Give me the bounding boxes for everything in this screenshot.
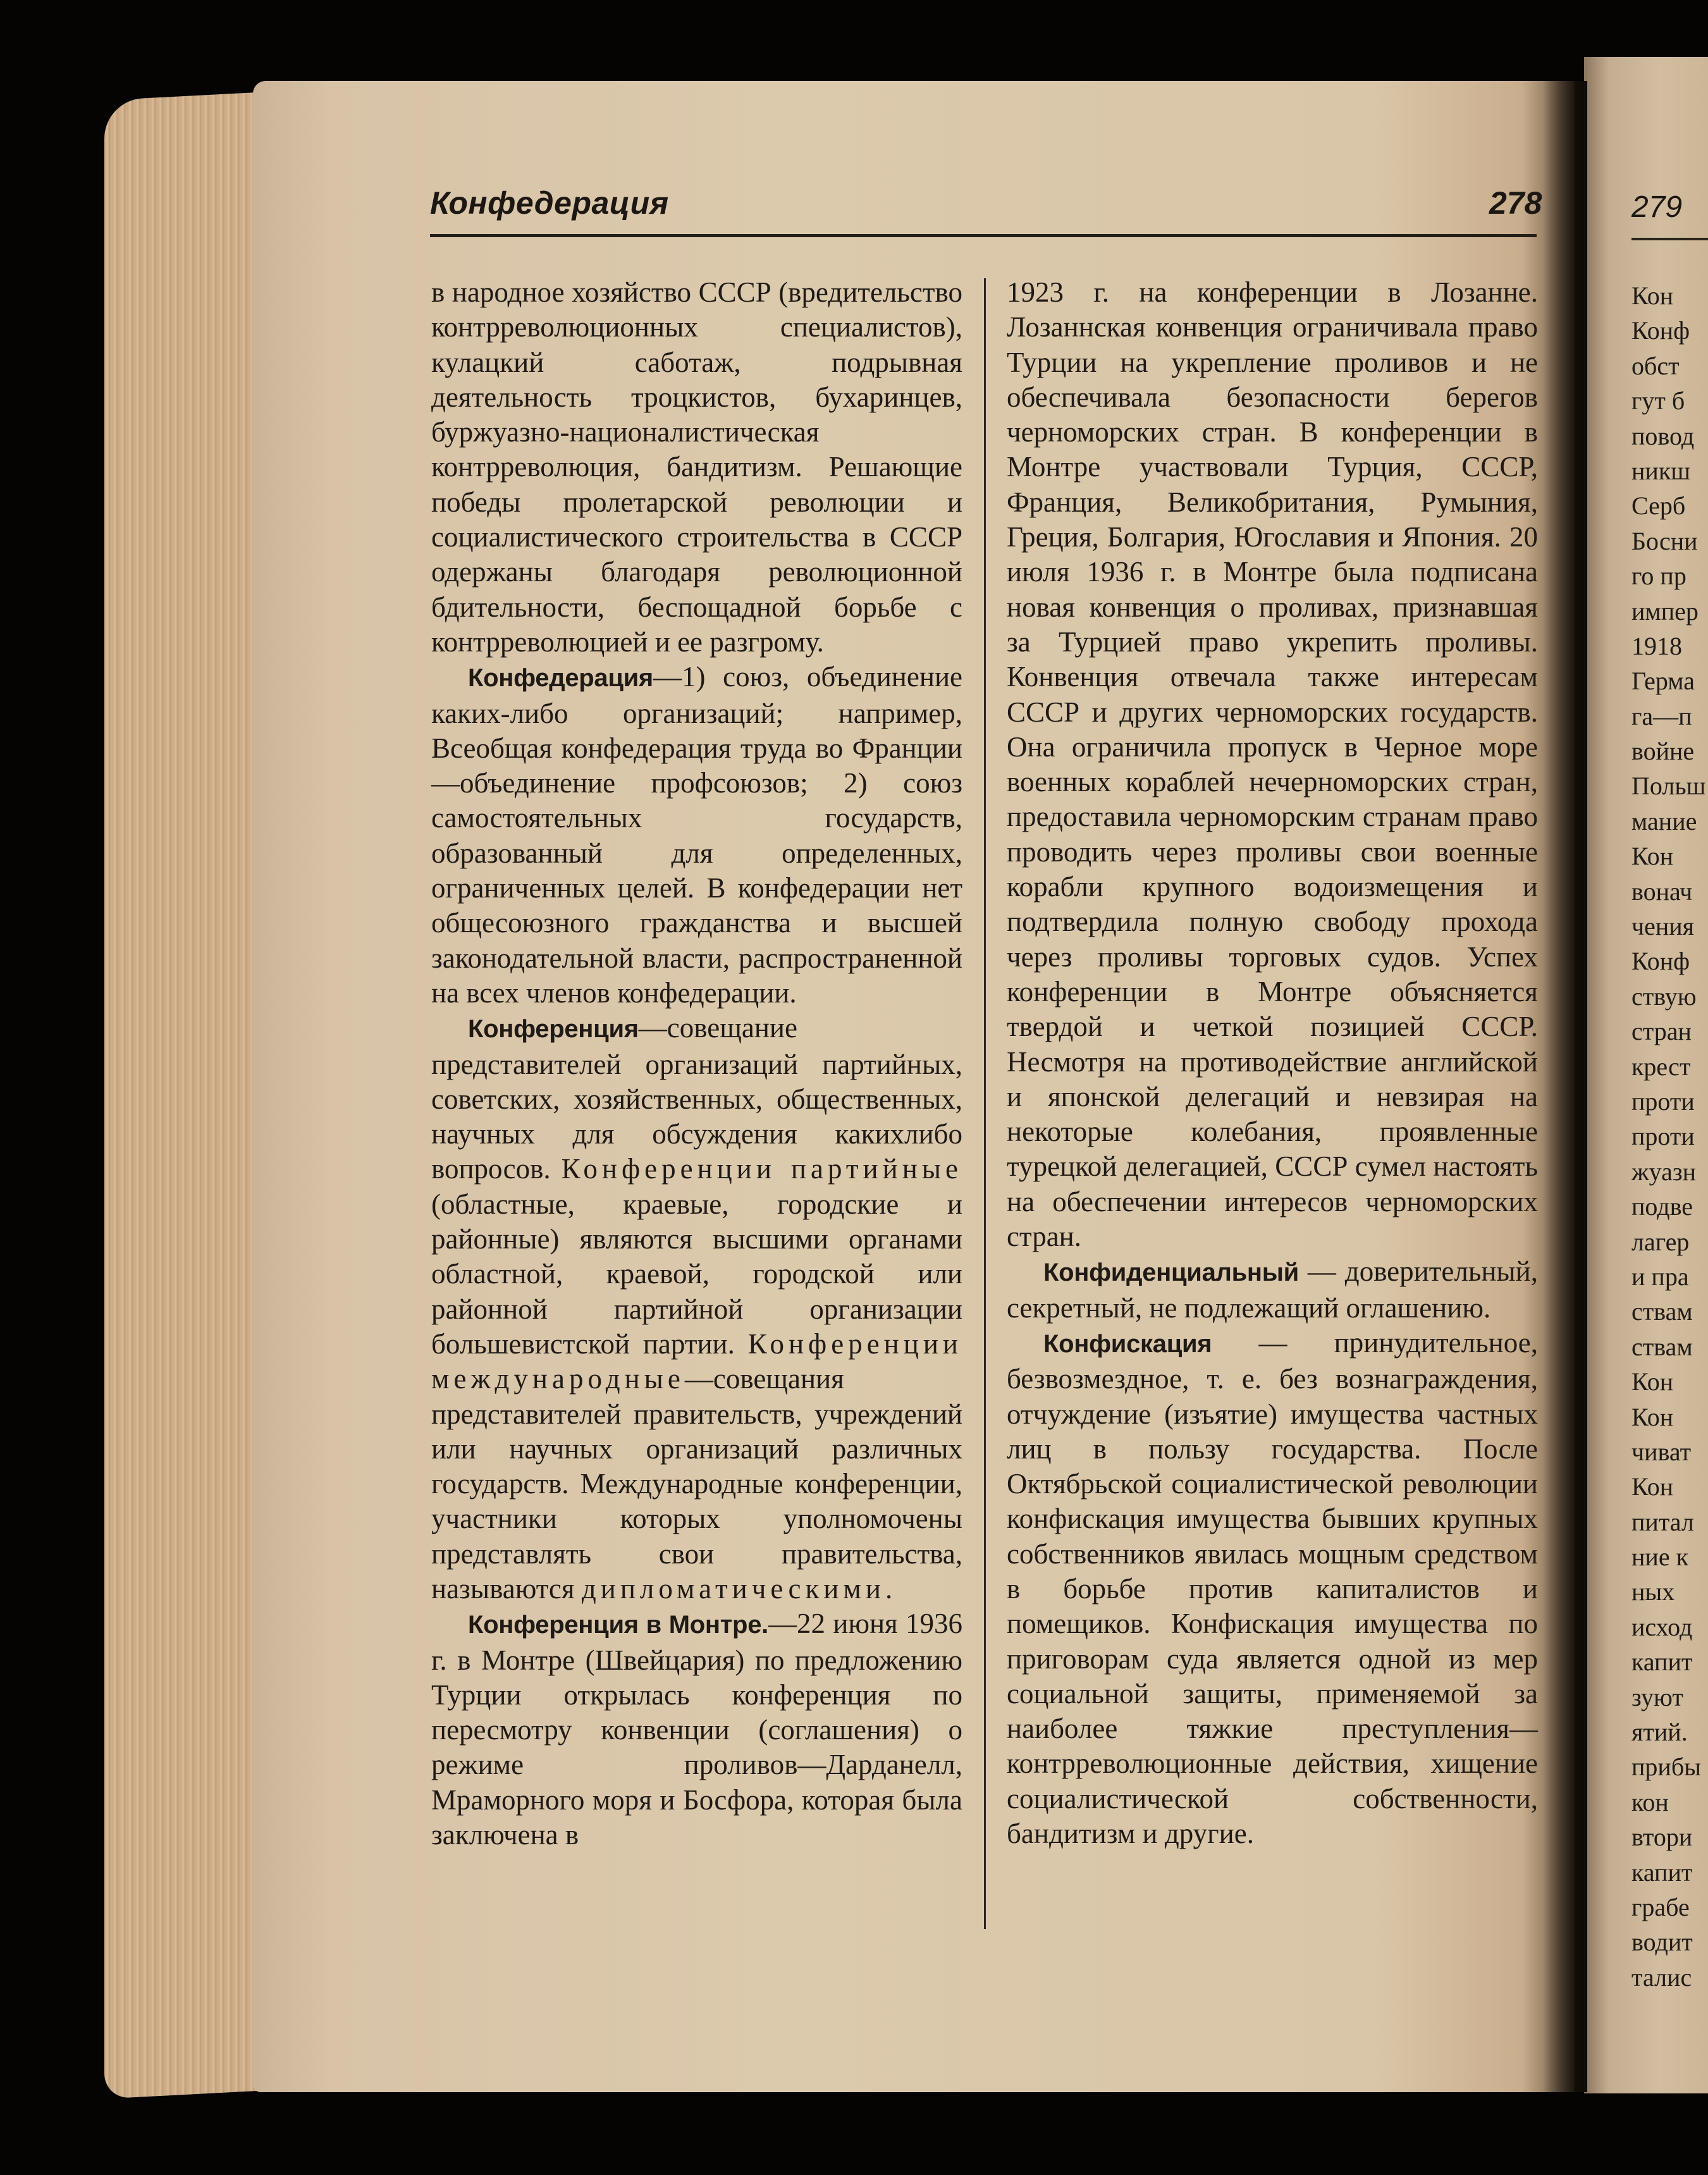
entry-text: — принудительное, безвозмездное, т. е. без вознаграждения, отчуждение (изъятие) имущества частных лиц в пользу государства. После Октябрьской социалистической революции конфискация имущества бывших крупных собственников явилась мощным средством в борьбе против капиталистов и помещиков. Конфискация имущества по приговорам суда является одной из мер социальной защиты, применяемой за наиболее тяжкие преступления—контрреволюционные действия, хищение социалистической собственности, бандитизм и другие.	[1007, 1326, 1538, 1850]
spaced-emphasis: Конференции международные	[431, 1328, 962, 1395]
next-page-line-fragment: втори	[1631, 1823, 1693, 1852]
next-page-line-fragment: грабе	[1631, 1892, 1690, 1921]
next-page-line-fragment: проти	[1631, 1122, 1695, 1151]
next-page-line-fragment: ствую	[1631, 982, 1697, 1011]
paragraph-continuation: 1923 г. на конференции в Лозанне. Лозаннская конвенция ограничивала право Турции на укрепление проливов и не обеспечивала безопасности берегов черноморских стран. В конференции в Монтре участвовали Турция, СССР, Франция, Великобритания, Румыния, Греция, Болгария, Югославия и Япония. 20 июля 1936 г. в Монтре была подписана новая конвенция о проливах, признавшая за Турцией право укрепить проливы. Конвенция отвечала также интересам СССР и других черноморских государств. Она ограничила пропуск в Черное море военных кораблей нечерноморских стран, предоставила черноморским странам право проводить через проливы свои военные корабли крупного водоизмещения и подтвердила полную свободу прохода через проливы торговых судов. Успех конференции в Монтре объясняется твердой и четкой позицией СССР. Несмотря на противодействие английской и японской делегаций и невзирая на некоторые колебания, проявленные турецкой делегацией, СССР сумел настоять на обеспечении интересов черноморских стран.	[1007, 276, 1538, 1253]
next-page-line-fragment: крест	[1631, 1052, 1691, 1081]
next-page-line-fragment: ние к	[1631, 1543, 1688, 1572]
entry-konferentsiya	[431, 1011, 962, 1606]
next-page-line-fragment: Кон	[1631, 842, 1674, 871]
next-page-line-fragment: Серб	[1631, 491, 1686, 521]
next-page-line-fragment: Кон	[1631, 1367, 1674, 1396]
next-page-line-fragment: Кон	[1631, 1402, 1674, 1431]
next-page-line-fragment: го пр	[1631, 562, 1686, 591]
running-head: Конфедерация	[430, 185, 669, 221]
next-page-column-fragment	[1631, 278, 1708, 1995]
next-page-line-fragment: чиват	[1631, 1437, 1692, 1466]
next-page-line-fragment: 1918	[1631, 631, 1682, 660]
header-rule	[430, 234, 1537, 237]
next-page-line-fragment: и пра	[1631, 1262, 1689, 1291]
next-page-line-fragment: гут б	[1631, 386, 1685, 416]
next-page-line-fragment: обст	[1631, 351, 1680, 380]
next-page-line-fragment: исход	[1631, 1612, 1693, 1641]
entry-term: Конфискация	[1043, 1329, 1212, 1358]
entry-konfiskatsiya	[1007, 1326, 1538, 1851]
next-page-line-fragment: ствам	[1631, 1332, 1693, 1361]
next-page-line-fragment: Польш	[1631, 772, 1706, 801]
entry-text: —1) союз, объединение каких-либо организаций; например, Всеобщая конфедерация труда во Франции—объединение профсоюзов; 2) союз самостоятельных государств, образованный для определенных, ограниченных целей. В конфедерации нет общесоюзного гражданства и высшей законодательной власти, распространенной на всех членов конфедерации.	[431, 661, 962, 1009]
next-page-line-fragment: питал	[1631, 1507, 1694, 1536]
entry-konferentsiya-v-montre	[431, 1606, 962, 1852]
next-page-line-fragment: ятий.	[1631, 1718, 1688, 1747]
entry-konfederatsiya	[431, 660, 962, 1011]
next-page-line-fragment: Конф	[1631, 316, 1690, 345]
spaced-emphasis: дипломатическими.	[581, 1572, 897, 1605]
next-page-line-fragment: проти	[1631, 1087, 1695, 1116]
column-divider	[984, 278, 986, 1929]
entry-term: Конференция в Монтре.	[468, 1611, 768, 1639]
next-page-line-fragment: лагер	[1631, 1227, 1690, 1256]
entry-text: —совещание представителей организаций партийных, советских, хозяйственных, общественных, научных для обсуждения какихлибо вопросов.	[431, 1012, 962, 1185]
entry-text: —совещания представителей правительств, учреждений или научных организаций различных государств. Международные конференции, участники которых уполномочены представлять свои правительства, называются	[431, 1363, 962, 1605]
next-page-line-fragment: Кон	[1631, 281, 1674, 310]
page-number: 278	[1489, 185, 1542, 221]
next-page-line-fragment: Кон	[1631, 1472, 1674, 1501]
next-page-line-fragment: жуазн	[1631, 1157, 1697, 1186]
next-page-rule	[1631, 238, 1708, 240]
entry-term: Конфиденциальный	[1043, 1259, 1299, 1287]
next-page-line-fragment: импер	[1631, 596, 1699, 625]
paragraph-continuation: в народное хозяйство СССР (вредительство контрреволюционных специалистов), кулацкий саботаж, подрывная деятельность троцкистов, бухаринцев, буржуазно-националистическая контрреволюция, бандитизм. Решающие победы пролетарской революции и социалистического строительства в СССР одержаны благодаря революционной бдительности, беспощадной борьбе с контрреволюцией и ее разгрому.	[431, 276, 962, 658]
next-page-line-fragment: Босни	[1631, 526, 1698, 555]
book-gutter-shadow	[1543, 81, 1587, 2092]
next-page-line-fragment: мание	[1631, 806, 1697, 835]
next-page-line-fragment: Конф	[1631, 947, 1690, 976]
next-page-line-fragment: ствам	[1631, 1297, 1693, 1326]
next-page-line-fragment: водит	[1631, 1928, 1693, 1957]
next-page-line-fragment: вонач	[1631, 877, 1693, 906]
right-column	[1007, 275, 1538, 1851]
entry-konfidentsialny	[1007, 1254, 1538, 1326]
entry-term: Конференция	[468, 1015, 639, 1044]
next-page-line-fragment: чения	[1631, 912, 1695, 941]
entry-term: Конфедерация	[468, 664, 653, 693]
entry-text: —22 июня 1936 г. в Монтре (Швейцария) по предложению Турции открылась конференция по пересмотру конвенции (соглашения) о режиме проливов—Дарданелл, Мраморного моря и Босфора, которая была заключена в	[431, 1608, 963, 1851]
next-page-line-fragment: подве	[1631, 1192, 1693, 1221]
next-page-line-fragment: никш	[1631, 456, 1691, 485]
next-page-line-fragment: ных	[1631, 1577, 1675, 1606]
next-page-line-fragment: прибы	[1631, 1753, 1702, 1782]
next-page-number: 279	[1631, 190, 1683, 224]
next-page-line-fragment: га—п	[1631, 701, 1692, 730]
next-page-line-fragment: войне	[1631, 737, 1695, 766]
next-page-line-fragment: капит	[1631, 1858, 1693, 1887]
next-page-line-fragment: талис	[1631, 1962, 1692, 1992]
left-column	[431, 275, 962, 1852]
next-page-line-fragment: зуют	[1631, 1682, 1683, 1711]
next-page-line-fragment: кон	[1631, 1787, 1669, 1816]
next-page-line-fragment: капит	[1631, 1648, 1693, 1677]
next-page-line-fragment: Герма	[1631, 667, 1695, 696]
next-page-line-fragment: стран	[1631, 1017, 1692, 1046]
entry-text: — доверительный, секретный, не подлежащий оглашению.	[1007, 1255, 1538, 1324]
next-page-line-fragment: повод	[1631, 421, 1695, 450]
spaced-emphasis: Конференции партийные	[561, 1153, 962, 1185]
entry-text: (областные, краевые, городские и районные) являются высшими органами областной, краевой, городской или районной партийной организации большевистской партии.	[431, 1188, 962, 1360]
